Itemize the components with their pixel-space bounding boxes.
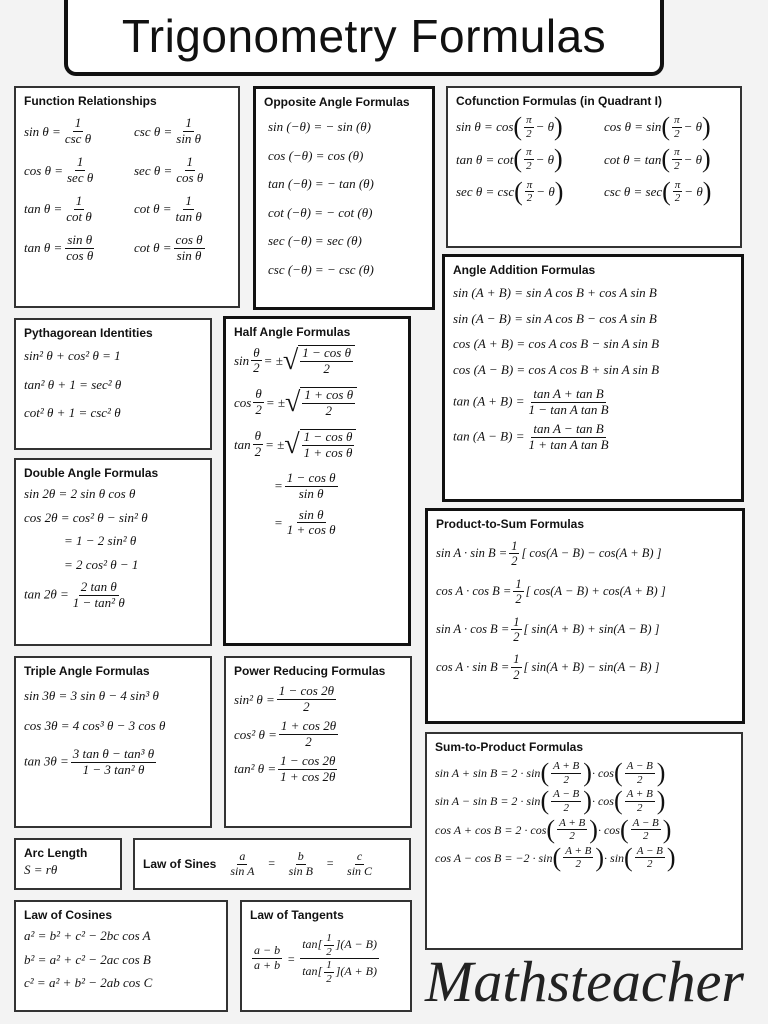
fraction <box>551 760 581 786</box>
paren-open: ( <box>619 814 629 844</box>
cofunction-formula <box>456 146 604 172</box>
denominator: sin θ <box>176 247 202 263</box>
lhs: tan θ = <box>24 201 63 217</box>
formula-row <box>436 652 734 682</box>
formula-row <box>24 194 230 225</box>
half-angle-panel <box>223 316 411 646</box>
denominator: 2 <box>305 733 312 749</box>
power-reducing-panel <box>224 656 412 828</box>
paren-open: ( <box>540 758 550 788</box>
denominator: 2 <box>323 360 330 376</box>
plus-minus: = ± <box>265 395 286 411</box>
paren-open: ( <box>552 842 562 872</box>
minus-theta: − θ <box>683 119 703 135</box>
denominator: 2 <box>674 192 681 205</box>
panel-title: Power Reducing Formulas <box>234 664 386 678</box>
denominator: 2 <box>563 773 569 786</box>
formula-left <box>24 233 134 264</box>
paren-close: ) <box>583 758 592 788</box>
lhs: cos θ = <box>24 162 63 178</box>
panel-title: Pythagorean Identities <box>24 326 153 340</box>
fraction <box>174 116 203 147</box>
lhs: sin A + sin B = 2 · sin <box>435 765 541 780</box>
numerator: 1 <box>513 652 520 667</box>
fraction <box>525 179 535 205</box>
paren-open: ( <box>513 144 523 174</box>
cofunction-formula <box>456 114 604 140</box>
numerator: 1 − cos θ <box>286 469 336 485</box>
formula-row <box>24 233 230 264</box>
paren-open: ( <box>624 842 633 872</box>
formula-row <box>234 754 402 785</box>
paren-close: ) <box>554 144 563 174</box>
cofunction-formula <box>604 114 711 140</box>
numerator: 1 <box>186 153 193 169</box>
half-angle-tan-eq1 <box>274 471 400 502</box>
denominator: 2 <box>642 830 649 843</box>
denominator: 2 <box>674 127 680 140</box>
formula-line: tan² θ + 1 = sec² θ <box>24 376 122 392</box>
fraction <box>63 116 93 147</box>
pythagorean-identities-panel <box>14 318 212 450</box>
lhs: sin A − sin B = 2 · sin <box>435 794 541 809</box>
panel-title: Function Relationships <box>24 94 157 108</box>
law-of-sines-formula: $\frac{a}{\text{sin A}}$ = $\frac{b}{\text{sin B}}$ = $\frac{c}{\text{sin C}}$ <box>230 848 373 878</box>
fraction <box>524 146 534 172</box>
numerator: 1 <box>76 153 84 169</box>
fraction <box>672 146 682 172</box>
denominator: 2 <box>647 858 653 871</box>
fraction <box>253 387 264 418</box>
square-root <box>285 387 357 419</box>
paren-close: ) <box>656 758 666 788</box>
tan-difference-formula: tan (A − B) = $\frac{\text{tan A − tan B}}{\text{1 + tan A tan B}}$ <box>453 421 609 453</box>
paren-open: ( <box>661 112 671 142</box>
formula-left <box>24 155 134 186</box>
numerator: π <box>674 146 680 159</box>
fraction <box>563 845 593 871</box>
numerator: 1 <box>74 115 82 130</box>
numerator: π <box>674 178 681 191</box>
denominator: 2 <box>303 698 310 714</box>
radicand <box>300 429 357 461</box>
numerator: 1 + cos 2θ <box>280 717 337 733</box>
denominator: sin θ <box>298 485 324 501</box>
denominator: 2 <box>255 402 262 418</box>
numerator: 1 − cos 2θ <box>278 683 334 698</box>
formula-left <box>24 194 134 225</box>
denominator: 1 + cos 2θ <box>280 768 336 784</box>
denominator: 2 <box>636 801 643 814</box>
numerator: A + B <box>626 788 653 801</box>
triple-angle-panel <box>14 656 212 828</box>
paren-open: ( <box>513 112 523 142</box>
denominator: cos θ <box>66 247 94 263</box>
fraction <box>511 652 521 682</box>
cofunction-formula <box>604 176 712 206</box>
arc-length-formula: S = rθ <box>24 862 58 877</box>
formula-line: sin 3θ = 3 sin θ − 4 sin³ θ <box>24 688 159 703</box>
formula-row <box>435 788 733 814</box>
panel-title: Triple Angle Formulas <box>24 664 150 678</box>
numerator: π <box>526 178 533 191</box>
panel-title: Law of Tangents <box>250 908 344 922</box>
paren-close: ) <box>662 814 672 844</box>
formula-line: b² = a² + c² − 2ac cos B <box>24 951 151 967</box>
equals: = <box>274 478 283 494</box>
minus-theta: − θ <box>684 183 703 199</box>
fraction <box>251 346 262 377</box>
formula-line: cos (A − B) = cos A cos B + sin A sin B <box>453 361 660 377</box>
formula-row <box>456 114 732 140</box>
half-angle-tan-eq2 <box>274 508 400 539</box>
plus-minus: = ± <box>263 353 283 369</box>
formula-row <box>456 146 732 172</box>
lhs: sec θ = csc <box>456 183 515 199</box>
panel-title: Arc Length <box>24 846 88 860</box>
minus-theta: − θ <box>535 119 555 135</box>
angle-addition-panel <box>442 254 744 502</box>
square-root <box>284 429 356 461</box>
half-angle-tan <box>234 429 400 461</box>
numerator: 1 + cos θ <box>304 386 354 402</box>
product-to-sum-panel <box>425 508 745 724</box>
numerator: π <box>526 114 532 126</box>
radicand <box>298 345 355 377</box>
lhs: cos A · sin B = <box>436 659 510 674</box>
paren-close: ) <box>702 144 711 174</box>
lhs: tan θ = cot <box>456 151 514 167</box>
numerator: π <box>526 146 532 159</box>
numerator: 1 <box>185 192 192 208</box>
equals: = <box>274 515 283 531</box>
second-function: · cos <box>591 794 614 809</box>
fraction <box>672 114 682 140</box>
radical-sign: √ <box>284 428 300 460</box>
numerator: θ <box>254 428 262 444</box>
formula-line: sec (−θ) = sec (θ) <box>268 233 362 249</box>
rhs: [ sin(A + B) − sin(A − B) ] <box>523 659 660 674</box>
formula-right <box>134 194 206 225</box>
denominator: 2 <box>513 629 520 644</box>
paren-close: ) <box>702 176 712 206</box>
paren-open: ( <box>546 814 556 844</box>
radical-sign: √ <box>282 344 299 376</box>
cofunction-formula <box>456 176 604 206</box>
paren-close: ) <box>666 842 676 872</box>
formula-left <box>24 116 134 147</box>
panel-title: Angle Addition Formulas <box>453 263 596 277</box>
square-root <box>283 345 355 377</box>
minus-theta: − θ <box>535 151 555 167</box>
denominator: 2 <box>674 159 680 172</box>
denominator: cos θ <box>176 169 204 185</box>
numerator: A + B <box>553 760 580 772</box>
formula-line: cos (−θ) = cos (θ) <box>268 147 364 163</box>
paren-open: ( <box>613 786 623 816</box>
plus-minus: = ± <box>265 436 285 452</box>
numerator: 1 − cos θ <box>303 428 353 444</box>
paren-open: ( <box>540 786 550 816</box>
formula-line: cos 3θ = 4 cos³ θ − 3 cos θ <box>24 717 166 733</box>
fraction <box>302 430 355 461</box>
numerator: θ <box>253 344 260 360</box>
formula-line: a² = b² + c² − 2bc cos A <box>24 928 151 943</box>
lhs: tan <box>234 436 251 452</box>
numerator: A − B <box>632 816 659 829</box>
denominator: 2 <box>526 192 533 205</box>
lhs: cos θ = sin <box>604 119 662 135</box>
half-angle-cos <box>234 387 400 419</box>
denominator: 1 + cos θ <box>303 444 353 460</box>
fraction <box>277 684 336 715</box>
formula-row <box>435 814 733 844</box>
half-angle-sin <box>234 345 400 377</box>
numerator: A − B <box>553 788 580 801</box>
paren-close: ) <box>554 112 563 142</box>
formula-line: sin (A − B) = sin A cos B − cos A sin B <box>453 310 657 326</box>
panel-title: Law of Cosines <box>24 908 113 922</box>
numerator: 1 − cos 2θ <box>280 752 336 768</box>
denominator: csc θ <box>64 130 92 146</box>
minus-theta: − θ <box>683 151 703 167</box>
fraction <box>279 719 338 750</box>
formula-right <box>134 155 207 186</box>
formula-row <box>234 684 402 715</box>
lhs: csc θ = <box>134 123 173 139</box>
formula-line: = 1 − 2 sin² θ <box>64 533 137 549</box>
formula-row <box>234 719 402 750</box>
formula-row <box>436 539 734 569</box>
paren-open: ( <box>662 176 671 206</box>
numerator: π <box>674 114 680 126</box>
formula-line: = 2 cos² θ − 1 <box>64 556 139 572</box>
fraction <box>551 788 581 814</box>
cofunction-panel <box>446 86 742 248</box>
paren-open: ( <box>613 758 623 788</box>
panel-title: Sum-to-Product Formulas <box>435 740 584 754</box>
numerator: sin θ <box>67 231 93 247</box>
numerator: 1 <box>511 539 518 553</box>
signature: Mathsteacher <box>425 949 744 1014</box>
denominator: 2 <box>526 159 532 172</box>
numerator: 1 <box>75 192 83 208</box>
formula-line: sin (A + B) = sin A cos B + cos A sin B <box>453 285 657 300</box>
formula-row <box>24 155 230 186</box>
numerator: 1 <box>185 115 192 130</box>
rhs: [ cos(A − B) − cos(A + B) ] <box>521 546 662 561</box>
panel-title: Cofunction Formulas (in Quadrant I) <box>456 94 662 108</box>
minus-theta: − θ <box>536 183 555 199</box>
denominator: 2 <box>513 667 520 682</box>
formula-line: sin² θ + cos² θ = 1 <box>24 348 121 363</box>
paren-close: ) <box>702 112 711 142</box>
page-title: Trigonometry Formulas <box>121 10 607 62</box>
paren-close: ) <box>589 814 598 844</box>
paren-close: ) <box>656 786 666 816</box>
formula-row <box>435 842 733 872</box>
numerator: A − B <box>626 760 653 772</box>
fraction <box>278 754 337 785</box>
denominator: 2 <box>253 360 260 376</box>
fraction <box>285 471 338 502</box>
radicand <box>300 387 357 419</box>
page-title-frame <box>64 0 664 76</box>
numerator: cos θ <box>175 231 203 247</box>
lhs: cot θ = <box>134 201 172 217</box>
formula-row <box>436 615 734 645</box>
lhs: cos <box>234 395 252 411</box>
formula-line: c² = a² + b² − 2ab cos C <box>24 975 153 991</box>
lhs: tan² θ = <box>234 761 277 777</box>
fraction <box>253 429 264 460</box>
formula-line: tan (−θ) = − tan (θ) <box>268 176 374 192</box>
law-of-cosines-panel <box>14 900 228 1012</box>
formula-row <box>24 116 230 147</box>
fraction <box>300 346 353 377</box>
lhs: csc θ = sec <box>604 183 663 199</box>
lhs: cos A · cos B = <box>436 584 512 599</box>
law-of-tangents-formula: $\frac{a - b}{a + b}$ = tan[ $\frac{1}{2}$ ](A − B) tan[ $\frac{1}{2}$ ](A + B) <box>254 932 377 985</box>
lhs: sin A · cos B = <box>436 621 510 636</box>
fraction <box>625 788 655 814</box>
lhs: tan θ = <box>24 240 63 256</box>
numerator: 1 <box>513 614 520 629</box>
fraction <box>625 760 655 786</box>
fraction <box>557 817 587 843</box>
formula-line: cot (−θ) = − cot (θ) <box>268 204 373 220</box>
paren-close: ) <box>554 176 564 206</box>
lhs: cos A − cos B = −2 · sin <box>435 850 553 865</box>
fraction <box>64 233 95 264</box>
lhs: sec θ = <box>134 162 173 178</box>
second-function: · cos <box>597 822 620 837</box>
denominator: tan θ <box>175 208 202 224</box>
numerator: A + B <box>559 816 586 829</box>
formula-line: csc (−θ) = − csc (θ) <box>268 261 374 277</box>
denominator: 2 <box>526 127 532 140</box>
triple-angle-tan: tan 3θ = $\frac{\text{3 tan θ − tan³ θ}}{\text{1 − 3 tan² θ}}$ <box>24 746 155 778</box>
fraction <box>635 845 665 871</box>
lhs: cos A + cos B = 2 · cos <box>435 822 547 837</box>
fraction <box>509 539 519 569</box>
double-angle-tan: tan 2θ = $\frac{\text{2 tan θ}}{\text{1 − tan² θ}}$ <box>24 579 125 611</box>
sum-to-product-panel <box>425 732 743 950</box>
lhs: cot θ = tan <box>604 151 662 167</box>
denominator: 2 <box>575 858 582 871</box>
fraction <box>285 508 338 539</box>
lhs: sin <box>234 353 250 369</box>
second-function: · cos <box>591 765 614 780</box>
second-function: · sin <box>604 850 625 865</box>
formula-line: cos 2θ = cos² θ − sin² θ <box>24 509 148 525</box>
formula-line: sin (−θ) = − sin (θ) <box>268 119 371 134</box>
formula-right <box>134 233 207 264</box>
fraction <box>511 615 521 645</box>
denominator: 2 <box>325 402 333 418</box>
denominator: 2 <box>511 554 518 569</box>
radical-sign: √ <box>285 386 301 418</box>
fraction <box>631 817 661 843</box>
numerator: 1 <box>515 576 522 591</box>
panel-title: Half Angle Formulas <box>234 325 351 339</box>
denominator: 1 + cos θ <box>286 522 336 538</box>
paren-close: ) <box>583 786 592 816</box>
numerator: sin θ <box>298 506 324 522</box>
fraction <box>64 194 94 225</box>
formula-line: cot² θ + 1 = csc² θ <box>24 405 121 421</box>
function-relationships-panel <box>14 86 240 308</box>
lhs: cot θ = <box>134 240 172 256</box>
formula-row <box>456 176 732 206</box>
denominator: 2 <box>515 592 522 607</box>
panel-title: Opposite Angle Formulas <box>264 95 410 109</box>
rhs: [ sin(A + B) + sin(A − B) ] <box>523 621 660 636</box>
fraction <box>174 233 205 264</box>
formula-line: sin 2θ = 2 sin θ cos θ <box>24 486 136 501</box>
numerator: 1 − cos θ <box>302 345 351 360</box>
denominator: sin θ <box>176 130 202 146</box>
fraction <box>65 155 95 186</box>
formula-row <box>436 577 734 607</box>
numerator: A − B <box>636 844 663 857</box>
paren-open: ( <box>661 144 671 174</box>
denominator: sec θ <box>67 169 94 185</box>
numerator: A + B <box>565 844 592 857</box>
paren-open: ( <box>514 176 523 206</box>
lhs: sin A · sin B = <box>436 546 508 561</box>
denominator: 2 <box>563 801 569 814</box>
fraction <box>524 114 534 140</box>
fraction <box>673 179 683 205</box>
fraction <box>302 388 355 419</box>
rhs: [ cos(A − B) + cos(A + B) ] <box>525 584 666 599</box>
denominator: cot θ <box>66 208 92 224</box>
panel-title: Double Angle Formulas <box>24 466 159 480</box>
denominator: 2 <box>636 773 643 786</box>
opposite-angle-panel <box>253 86 435 310</box>
lhs: sin θ = <box>24 123 61 139</box>
numerator: θ <box>255 386 262 402</box>
paren-close: ) <box>595 842 605 872</box>
cofunction-formula <box>604 146 711 172</box>
lhs: sin θ = cos <box>456 119 514 135</box>
denominator: 2 <box>254 444 262 460</box>
fraction <box>174 155 205 186</box>
panel-title: Law of Sines <box>143 857 217 871</box>
denominator: 2 <box>569 830 575 843</box>
lhs: sin² θ = <box>234 691 275 707</box>
fraction <box>513 577 523 607</box>
double-angle-panel <box>14 458 212 646</box>
formula-right <box>134 116 205 147</box>
formula-row <box>435 760 733 786</box>
law-of-tangents-panel <box>240 900 412 1012</box>
law-of-sines-panel <box>133 838 411 890</box>
tan-sum-formula: tan (A + B) = $\frac{\text{tan A + tan B}}{\text{1 − tan A tan B}}$ <box>453 386 609 418</box>
lhs: cos² θ = <box>234 726 277 742</box>
formula-line: cos (A + B) = cos A cos B − sin A sin B <box>453 336 660 352</box>
arc-length-panel <box>14 838 122 890</box>
fraction <box>174 194 204 225</box>
panel-title: Product-to-Sum Formulas <box>436 517 585 531</box>
